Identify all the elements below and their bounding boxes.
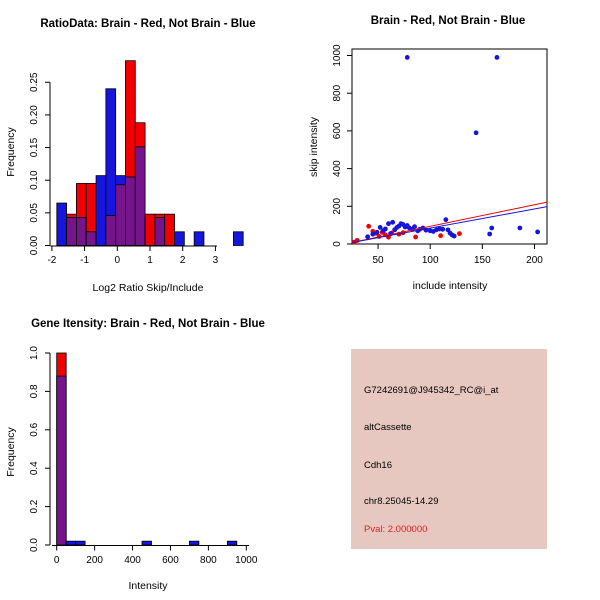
y-tick-label: 0.05 <box>29 203 40 223</box>
y-tick-label: 0.20 <box>29 105 40 125</box>
histogram-bar <box>145 214 155 245</box>
regression-line-blue <box>352 207 547 243</box>
y-axis-label: skip intensity <box>308 116 320 178</box>
x-tick-label: 200 <box>526 255 543 266</box>
scatter-point-blue <box>535 230 540 235</box>
scatter-point-red <box>457 231 462 236</box>
scatter-point-blue <box>517 226 522 231</box>
x-tick-label: 1000 <box>235 555 258 566</box>
scatter-point-blue <box>386 221 391 226</box>
scatter-point-blue <box>495 55 500 60</box>
histogram-bar <box>106 215 116 245</box>
histogram-bar <box>189 541 198 545</box>
y-axis-label: Frequency <box>5 127 17 177</box>
y-tick-label: 800 <box>332 84 343 102</box>
histogram-bar <box>227 541 236 545</box>
histogram-bar <box>67 217 77 245</box>
gene-name-text: Cdh16 <box>364 460 392 471</box>
scatter-point-blue <box>383 227 388 232</box>
gene-info-panel <box>351 349 547 549</box>
scatter-point-blue <box>412 224 417 229</box>
histogram-bar <box>135 147 145 246</box>
y-tick-label: 0.0 <box>29 538 40 552</box>
x-axis-label: include intensity <box>412 280 488 292</box>
intensity-scatter-panel <box>300 0 600 300</box>
scatter-point-blue <box>443 217 448 222</box>
x-tick-label: 400 <box>124 555 141 566</box>
scatter-point-red <box>366 224 371 229</box>
scatter-point-blue <box>375 230 380 235</box>
y-tick-label: 400 <box>332 160 343 177</box>
y-tick-label: 0.10 <box>29 170 40 190</box>
histogram-bar <box>175 232 185 246</box>
x-tick-label: 800 <box>200 555 217 566</box>
scatter-point-red <box>413 235 418 240</box>
scatter-point-blue <box>452 234 457 239</box>
scatter-point-blue <box>487 232 492 237</box>
ratio-histogram-panel <box>0 0 300 300</box>
locus-text: chr8.25045-14.29 <box>364 496 439 507</box>
scatter-point-blue <box>390 220 395 225</box>
x-tick-label: 200 <box>86 555 103 566</box>
scatter-point-blue <box>370 232 375 237</box>
y-tick-label: 0.15 <box>29 137 40 158</box>
x-tick-label: 1 <box>147 255 153 266</box>
histogram-bar <box>233 232 243 246</box>
x-tick-label: 3 <box>212 255 219 266</box>
pval-text: Pval: 2.000000 <box>364 524 428 535</box>
y-tick-label: 0.4 <box>29 461 40 476</box>
histogram-bar <box>142 541 151 545</box>
probe-id-text: G7242691@J945342_RC@i_at <box>364 385 499 396</box>
x-tick-label: 150 <box>474 255 491 266</box>
scatter-point-blue <box>405 55 410 60</box>
y-tick-label: 0.6 <box>29 422 40 437</box>
histogram-bar <box>96 176 106 246</box>
gene-intensity-histogram-panel <box>0 300 300 600</box>
y-tick-label: 600 <box>332 122 343 140</box>
x-tick-label: -1 <box>80 255 90 266</box>
histogram-bar <box>194 232 204 246</box>
x-tick-label: 100 <box>421 255 439 266</box>
regression-line-red <box>352 202 547 242</box>
x-tick-label: 600 <box>162 555 179 566</box>
histogram-bar <box>125 177 135 246</box>
x-tick-label: 0 <box>53 555 60 566</box>
y-tick-label: 0.8 <box>29 384 40 399</box>
y-tick-label: 0 <box>332 241 343 247</box>
splice-type-text: altCassette <box>364 422 412 433</box>
scatter-point-blue <box>440 227 445 232</box>
histogram-bar <box>116 185 126 246</box>
x-axis-label: Intensity <box>128 580 168 592</box>
chart-title: Gene Itensity: Brain - Red, Not Brain - Blue <box>31 318 265 330</box>
y-tick-label: 200 <box>332 197 343 215</box>
histogram-bar <box>57 376 66 545</box>
histogram-bar <box>155 217 165 245</box>
scatter-point-blue <box>474 130 479 135</box>
x-tick-label: 50 <box>372 255 384 266</box>
histogram-bar <box>66 541 75 545</box>
histogram-bar <box>86 232 96 246</box>
chart-title: RatioData: Brain - Red, Not Brain - Blue <box>40 18 256 30</box>
y-tick-label: 0.00 <box>29 235 40 256</box>
histogram-bar <box>57 203 67 245</box>
x-tick-label: -2 <box>47 255 57 266</box>
y-tick-label: 1.0 <box>29 346 40 360</box>
chart-title: Brain - Red, Not Brain - Blue <box>370 15 526 27</box>
y-tick-label: 0.2 <box>29 499 40 514</box>
x-tick-label: 2 <box>179 255 186 266</box>
y-axis-label: Frequency <box>5 427 17 477</box>
y-tick-label: 0.25 <box>29 72 40 92</box>
y-tick-label: 1000 <box>332 44 343 67</box>
plot-box <box>352 49 547 244</box>
histogram-bar <box>76 541 85 545</box>
scatter-point-red <box>438 233 443 238</box>
histogram-bar <box>165 214 175 245</box>
histogram-bar <box>76 217 86 245</box>
scatter-point-blue <box>489 226 494 231</box>
x-tick-label: 0 <box>114 255 121 266</box>
x-axis-label: Log2 Ratio Skip/Include <box>92 282 204 294</box>
